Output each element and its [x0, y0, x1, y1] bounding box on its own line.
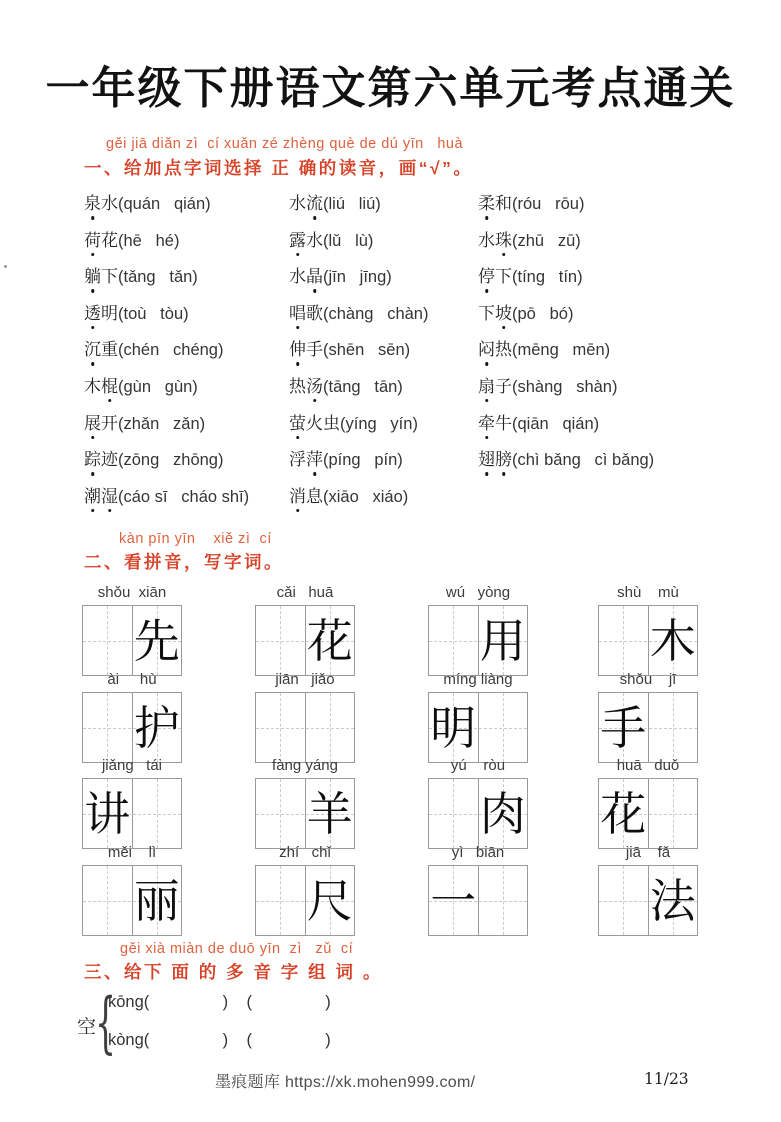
printed-character-cell — [132, 693, 182, 762]
printed-character-cell — [305, 866, 355, 935]
dotted-character: 膀 — [495, 450, 512, 470]
pinyin-grid — [255, 671, 355, 763]
pinyin-grid — [598, 671, 698, 763]
word-item — [84, 449, 249, 486]
blank-writing-cell — [599, 606, 648, 675]
printed-character-cell — [305, 779, 355, 848]
writing-box — [428, 865, 528, 936]
writing-box — [255, 605, 355, 676]
pronunciation-choices: (mēng mēn) — [512, 341, 611, 360]
writing-box — [598, 778, 698, 849]
dotted-character: 牵 — [478, 413, 495, 433]
blank-writing-cell — [478, 866, 528, 935]
grid-pinyin-label: yì biān — [451, 844, 505, 861]
printed-character-cell — [599, 693, 648, 762]
character: 水 — [101, 194, 118, 213]
pinyin-grid — [255, 844, 355, 936]
printed-character: 肉 — [479, 786, 526, 841]
dotted-character: 躺 — [84, 267, 101, 287]
dotted-character: 坡 — [495, 303, 512, 323]
printed-character: 用 — [479, 613, 526, 668]
character: 重 — [101, 340, 118, 360]
pronunciation-choices: (zhū zū) — [512, 231, 581, 250]
printed-character: 法 — [649, 873, 696, 928]
blank-writing-cell — [83, 606, 132, 675]
grid-pinyin-label: yú ròu — [450, 757, 506, 774]
polyphone-character: 空 — [77, 1017, 97, 1038]
grid-pinyin-label: zhí chǐ — [279, 844, 331, 861]
pronunciation-choices: (cáo sī cháo shī) — [118, 487, 250, 506]
character: 和 — [495, 194, 512, 213]
dotted-character: 潮 — [84, 486, 101, 506]
printed-character-cell — [648, 866, 698, 935]
writing-box — [598, 692, 698, 763]
section3-heading: 三、给下 面 的 多 音 字 组 词 。 — [84, 962, 383, 982]
word-item — [289, 193, 428, 230]
dotted-character: 伸 — [289, 340, 306, 360]
word-item — [478, 266, 654, 303]
pronunciation-choices: (tíng tín) — [512, 268, 583, 287]
grid-pinyin-label: ài hù — [107, 671, 157, 688]
printed-character: 丽 — [133, 873, 180, 928]
printed-character-cell — [478, 606, 528, 675]
dotted-character: 消 — [289, 486, 306, 506]
writing-box — [82, 692, 182, 763]
printed-character-cell — [429, 866, 478, 935]
section2-pinyin: kàn pīn yīn xiě zì cí — [119, 531, 272, 547]
blank-writing-cell — [132, 779, 182, 848]
character: 子 — [495, 376, 512, 396]
character: 水 — [478, 230, 495, 250]
grid-pinyin-label: jiǎng tái — [101, 757, 163, 774]
character: 迹 — [101, 450, 118, 470]
blank-writing-cell — [256, 779, 305, 848]
character: 牛 — [495, 413, 512, 433]
word-item — [84, 486, 249, 523]
character: 息 — [306, 486, 323, 506]
pronunciation-choices: (zhǎn zǎn) — [118, 414, 206, 433]
pronunciation-choices: (píng pín) — [323, 451, 403, 470]
grid-pinyin-label: míng liàng — [443, 671, 513, 688]
pinyin-grid — [428, 671, 528, 763]
printed-character: 明 — [430, 700, 477, 755]
printed-character: 手 — [600, 700, 647, 755]
dotted-character: 泉 — [84, 194, 101, 213]
scan-speck-artifact — [4, 265, 7, 268]
printed-character: 花 — [600, 786, 647, 841]
dotted-character: 扇 — [478, 376, 495, 396]
character: 明 — [101, 303, 118, 323]
word-item — [289, 376, 428, 413]
character: 下 — [495, 267, 512, 287]
printed-character: 尺 — [306, 873, 353, 928]
pronunciation-choices: (jīn jīng) — [323, 268, 392, 287]
dotted-character: 萍 — [306, 450, 323, 470]
pinyin-grid — [82, 757, 182, 849]
dotted-character: 唱 — [289, 303, 306, 323]
dotted-character: 踪 — [84, 450, 101, 470]
polyphone-line-2: kòng( ) ( ) — [108, 1031, 331, 1049]
word-item — [478, 193, 654, 230]
grid-pinyin-label: shǒu xiān — [97, 584, 167, 601]
pronunciation-choices: (hē hé) — [118, 231, 180, 250]
grid-pinyin-label: měi lì — [107, 844, 157, 861]
section1-column-1 — [84, 193, 249, 522]
writing-box — [255, 692, 355, 763]
grid-pinyin-label: cǎi huā — [276, 584, 334, 601]
character: 水 — [289, 267, 306, 287]
word-item — [289, 303, 428, 340]
dotted-character: 露 — [289, 230, 306, 250]
character: 花 — [101, 230, 118, 250]
word-item — [478, 230, 654, 267]
pinyin-grid — [255, 757, 355, 849]
character: 歌 — [306, 303, 323, 323]
dotted-character: 展 — [84, 413, 101, 433]
printed-character: 先 — [133, 613, 180, 668]
word-item — [84, 266, 249, 303]
word-item — [289, 413, 428, 450]
dotted-character: 透 — [84, 303, 101, 323]
word-item — [478, 413, 654, 450]
word-item — [84, 193, 249, 230]
word-item — [478, 449, 654, 486]
grid-pinyin-label: shǒu jī — [619, 671, 677, 688]
word-item — [289, 339, 428, 376]
blank-writing-cell — [256, 606, 305, 675]
pronunciation-choices: (chén chéng) — [118, 341, 224, 360]
printed-character: 花 — [306, 613, 353, 668]
writing-box — [82, 605, 182, 676]
printed-character-cell — [305, 606, 355, 675]
blank-writing-cell — [648, 779, 698, 848]
section1-column-2 — [289, 193, 428, 522]
printed-character-cell — [132, 606, 182, 675]
page-number: 11/23 — [644, 1070, 689, 1088]
character: 浮 — [289, 450, 306, 470]
section1-heading: 一、给加点字词选择 正 确的读音，画“√”。 — [84, 158, 474, 178]
word-item — [289, 230, 428, 267]
blank-writing-cell — [429, 779, 478, 848]
footer-site-link: 墨痕题库 https://xk.mohen999.com/ — [215, 1074, 476, 1091]
pronunciation-choices: (liú liú) — [323, 195, 381, 213]
blank-writing-cell — [256, 693, 305, 762]
writing-box — [255, 778, 355, 849]
dotted-character: 萤 — [289, 413, 306, 433]
character: 热 — [495, 340, 512, 360]
word-item — [289, 266, 428, 303]
page-title: 一年级下册语文第六单元考点通关 — [45, 64, 736, 113]
pronunciation-choices: (chàng chàn) — [323, 304, 429, 323]
pinyin-grid — [428, 584, 528, 676]
printed-character-cell — [478, 779, 528, 848]
word-item — [84, 339, 249, 376]
word-item — [84, 303, 249, 340]
pronunciation-choices: (pō bó) — [512, 304, 574, 323]
pinyin-grid — [598, 844, 698, 936]
pinyin-grid — [255, 584, 355, 676]
blank-writing-cell — [83, 866, 132, 935]
pronunciation-choices: (toù tòu) — [118, 304, 189, 323]
pronunciation-choices: (zōng zhōng) — [118, 451, 224, 470]
blank-writing-cell — [648, 693, 698, 762]
blank-writing-cell — [83, 693, 132, 762]
blank-writing-cell — [599, 866, 648, 935]
word-item — [289, 449, 428, 486]
blank-writing-cell — [429, 606, 478, 675]
word-item — [478, 376, 654, 413]
pronunciation-choices: (lǔ lù) — [323, 231, 374, 250]
character: 水 — [289, 194, 306, 213]
pinyin-grid — [428, 844, 528, 936]
pronunciation-choices: (yíng yín) — [340, 414, 418, 433]
dotted-character: 晶 — [306, 267, 323, 287]
blank-writing-cell — [256, 866, 305, 935]
word-item — [84, 376, 249, 413]
character: 热 — [289, 376, 306, 396]
character: 火 — [306, 413, 323, 433]
printed-character: 护 — [133, 700, 180, 755]
character: 水 — [306, 230, 323, 250]
grid-pinyin-label: huā duǒ — [616, 757, 680, 774]
printed-character: 讲 — [84, 786, 131, 841]
section2-heading: 二、看拼音，写字词。 — [84, 552, 284, 572]
brace-icon: { — [95, 984, 116, 1061]
dotted-character: 荷 — [84, 230, 101, 250]
pinyin-grid — [82, 844, 182, 936]
dotted-character: 湿 — [101, 486, 118, 506]
printed-character-cell — [83, 779, 132, 848]
pinyin-grid — [598, 757, 698, 849]
grid-pinyin-label: wú yòng — [445, 584, 511, 601]
dotted-character: 闷 — [478, 340, 495, 360]
dotted-character: 珠 — [495, 230, 512, 250]
section1-pinyin: gěi jiā diǎn zì cí xuǎn zé zhèng què de dú yīn huà — [106, 136, 464, 152]
grid-pinyin-label: fàng yáng — [272, 757, 338, 774]
pronunciation-choices: (gùn gùn) — [118, 377, 198, 396]
word-item — [289, 486, 428, 523]
writing-box — [82, 778, 182, 849]
writing-box — [598, 865, 698, 936]
pinyin-grid — [428, 757, 528, 849]
pinyin-grid — [82, 671, 182, 763]
printed-character: 一 — [430, 873, 477, 928]
dotted-character: 棍 — [101, 376, 118, 396]
dotted-character: 汤 — [306, 376, 323, 396]
pronunciation-choices: (quán qián) — [118, 195, 211, 213]
dotted-character: 停 — [478, 267, 495, 287]
grid-pinyin-label: shù mù — [617, 584, 679, 601]
pronunciation-choices: (tāng tān) — [323, 377, 403, 396]
printed-character-cell — [599, 779, 648, 848]
character: 下 — [478, 303, 495, 323]
grid-pinyin-label: jiān jiǎo — [275, 671, 335, 688]
polyphone-line-1: kōng( ) ( ) — [108, 993, 331, 1011]
writing-box — [82, 865, 182, 936]
dotted-character: 沉 — [84, 340, 101, 360]
pronunciation-choices: (róu rōu) — [512, 195, 585, 213]
section3-pinyin: gěi xià miàn de duō yīn zì zǔ cí — [120, 941, 354, 957]
printed-character-cell — [132, 866, 182, 935]
pronunciation-choices: (shēn sēn) — [323, 341, 411, 360]
writing-box — [428, 778, 528, 849]
dotted-character: 柔 — [478, 194, 495, 213]
blank-writing-cell — [478, 693, 528, 762]
word-item — [478, 303, 654, 340]
writing-box — [428, 605, 528, 676]
dotted-character: 翅 — [478, 450, 495, 470]
section1-column-3 — [478, 193, 654, 486]
printed-character-cell — [648, 606, 698, 675]
character: 虫 — [323, 413, 340, 433]
character: 手 — [306, 340, 323, 360]
pronunciation-choices: (xiāo xiáo) — [323, 487, 409, 506]
writing-box — [598, 605, 698, 676]
pinyin-grid — [82, 584, 182, 676]
word-item — [84, 230, 249, 267]
pronunciation-choices: (shàng shàn) — [512, 377, 618, 396]
word-item — [84, 413, 249, 450]
grid-pinyin-label: jiā fǎ — [625, 844, 671, 861]
printed-character: 木 — [649, 613, 696, 668]
pronunciation-choices: (tǎng tǎn) — [118, 268, 198, 287]
character: 下 — [101, 267, 118, 287]
pinyin-grid — [598, 584, 698, 676]
character: 开 — [101, 413, 118, 433]
writing-box — [428, 692, 528, 763]
word-item — [478, 339, 654, 376]
dotted-character: 流 — [306, 194, 323, 213]
pronunciation-choices: (chì bǎng cì bǎng) — [512, 451, 655, 470]
character: 木 — [84, 376, 101, 396]
printed-character-cell — [429, 693, 478, 762]
blank-writing-cell — [305, 693, 355, 762]
writing-box — [255, 865, 355, 936]
printed-character: 羊 — [306, 786, 353, 841]
pronunciation-choices: (qiān qián) — [512, 414, 600, 433]
